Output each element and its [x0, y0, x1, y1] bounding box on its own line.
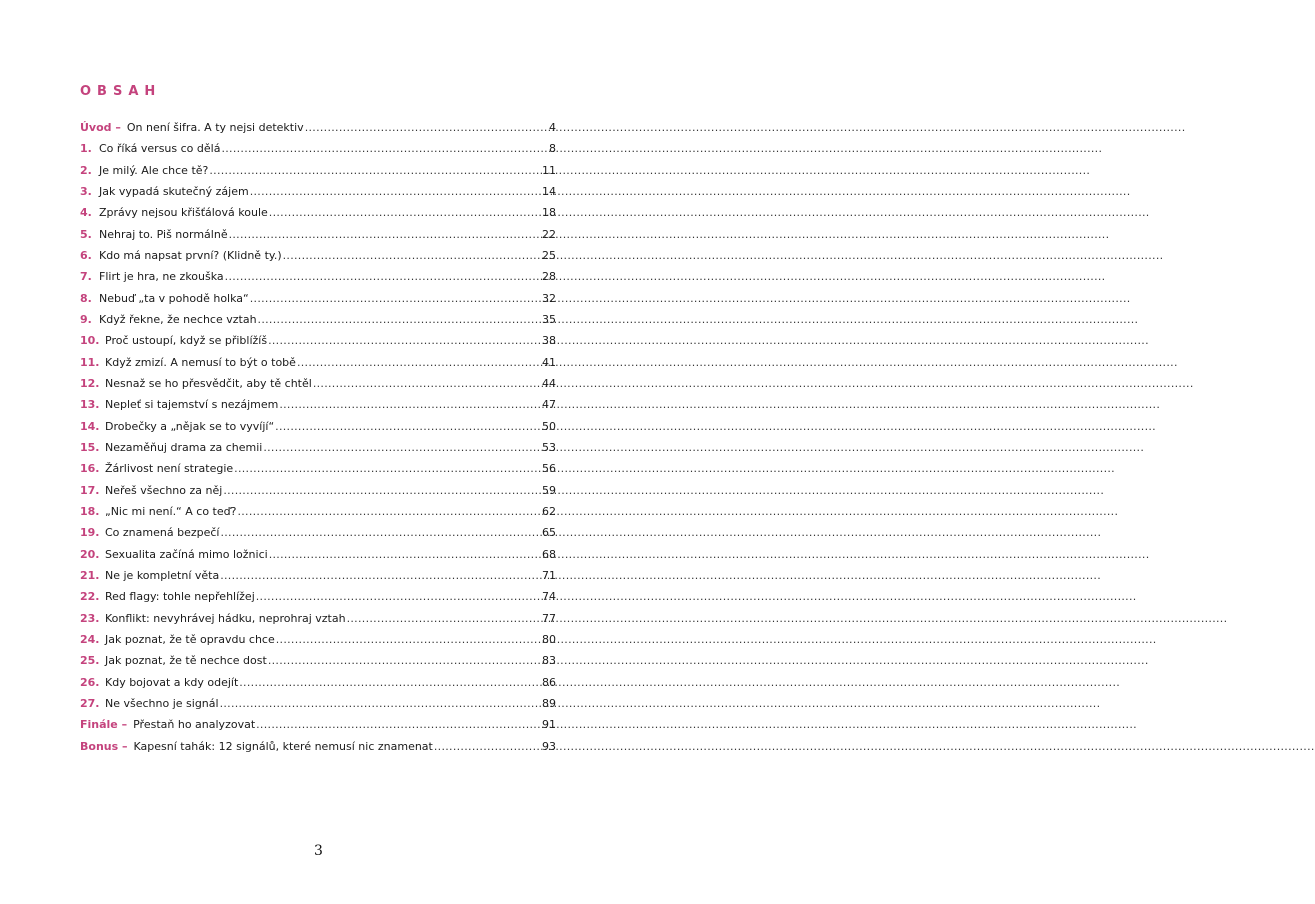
toc-entry[interactable]: [80, 309, 556, 330]
toc-entry[interactable]: [80, 181, 556, 202]
toc-entry[interactable]: [80, 586, 556, 607]
toc-entry-title: Konflikt: nevyhrávej hádku, neprohraj vztah: [105, 611, 346, 625]
toc-entry[interactable]: [80, 416, 556, 437]
toc-entry-number: 9.: [80, 312, 92, 326]
toc-entry-number: 11.: [80, 355, 100, 369]
toc-entry-title: Flirt je hra, ne zkouška: [99, 270, 224, 284]
toc-entry-page: 14: [542, 184, 556, 198]
dot-leader: [250, 181, 541, 202]
toc-entry-title: Ne je kompletní věta: [105, 568, 220, 582]
toc-entry-title: Nehraj to. Piš normálně: [99, 227, 228, 241]
dot-leader: [237, 501, 541, 522]
toc-entry-page: 47: [542, 398, 556, 412]
toc-entry-page: 4: [549, 121, 556, 134]
toc-entry-number: 20.: [80, 547, 100, 561]
toc-entry-number: 22.: [80, 590, 100, 604]
toc-entry-number: 5.: [80, 227, 92, 241]
toc-entry-title: Jak poznat, že tě nechce dost: [105, 654, 267, 668]
toc-entry-title: Kapesní tahák: 12 signálů, které nemusí nic znamenat: [133, 739, 433, 753]
toc-entry-number: Finále –: [80, 718, 128, 732]
toc-heading: OBSAH: [80, 84, 162, 99]
toc-entry-number: 2.: [80, 163, 92, 177]
toc-entry-number: 27.: [80, 696, 100, 710]
toc-entry-page: 41: [542, 355, 556, 369]
toc-entry-page: 80: [542, 632, 556, 646]
dot-leader: [297, 352, 541, 373]
toc-entry-page: 11: [542, 163, 556, 177]
toc-entry[interactable]: [80, 138, 556, 159]
toc-entry-number: Bonus –: [80, 739, 128, 753]
toc-entry-page: 18: [542, 206, 556, 220]
toc-entry[interactable]: [80, 224, 556, 245]
dot-leader: [268, 330, 541, 351]
dot-leader: [283, 245, 541, 266]
toc-entry[interactable]: [80, 672, 556, 693]
toc-entry-number: 17.: [80, 483, 100, 497]
toc-entry-page: 83: [542, 654, 556, 668]
toc-entry-number: 10.: [80, 334, 100, 348]
toc-entry-title: Ne všechno je signál: [105, 696, 219, 710]
toc-entry[interactable]: [80, 501, 556, 522]
page-number: 3: [314, 843, 323, 859]
dot-leader: [256, 586, 541, 607]
toc-entry[interactable]: [80, 458, 556, 479]
toc-entry-page: 25: [542, 248, 556, 262]
toc-entry-page: 62: [542, 504, 556, 518]
toc-entry-title: Je milý. Ale chce tě?: [99, 163, 209, 177]
dot-leader: [234, 458, 541, 479]
toc-entry-title: Jak poznat, že tě opravdu chce: [105, 632, 275, 646]
toc-entry[interactable]: [80, 245, 556, 266]
toc-entry[interactable]: [80, 202, 556, 223]
toc-entry[interactable]: [80, 437, 556, 458]
dot-leader: [313, 373, 541, 394]
toc-entry-title: Žárlivost není strategie: [105, 462, 234, 476]
dot-leader: [263, 437, 541, 458]
toc-entry[interactable]: [80, 480, 556, 501]
toc-entry-title: Sexualita začíná mimo ložnici: [105, 547, 268, 561]
toc-entry[interactable]: [80, 394, 556, 415]
toc-entry-number: 15.: [80, 440, 100, 454]
dot-leader: [229, 224, 541, 245]
toc-entry[interactable]: [80, 117, 556, 138]
toc-entry-number: 16.: [80, 462, 100, 476]
toc-entry[interactable]: [80, 608, 556, 629]
toc-entry-page: 22: [542, 227, 556, 241]
book-page: [0, 0, 637, 904]
dot-leader: [258, 309, 541, 330]
toc-entry-number: 3.: [80, 184, 92, 198]
toc-entry-page: 71: [542, 568, 556, 582]
toc-entry-number: 25.: [80, 654, 100, 668]
toc-entry[interactable]: [80, 736, 556, 757]
toc-entry-title: Zprávy nejsou křišťálová koule: [99, 206, 268, 220]
toc-entry-title: Proč ustoupí, když se přiblížíš: [105, 334, 268, 348]
toc-entry-title: Nezaměňuj drama za chemii: [105, 440, 263, 454]
toc-entry[interactable]: [80, 266, 556, 287]
toc-entry-title: Red flagy: tohle nepřehlížej: [105, 590, 255, 604]
toc-entry-page: 68: [542, 547, 556, 561]
toc-entry[interactable]: [80, 352, 556, 373]
toc-entry[interactable]: [80, 693, 556, 714]
toc-entry-page: 59: [542, 483, 556, 497]
toc-entry-number: 21.: [80, 568, 100, 582]
dot-leader: [239, 672, 541, 693]
toc-entry-page: 53: [542, 440, 556, 454]
toc-entry-title: Nesnaž se ho přesvědčit, aby tě chtěl: [105, 376, 312, 390]
toc-entry-page: 8: [549, 142, 556, 156]
toc-entry-number: Úvod –: [80, 121, 121, 134]
dot-leader: [225, 266, 541, 287]
toc-entry-title: Přestaň ho analyzovat: [133, 718, 256, 732]
dot-leader: [279, 394, 541, 415]
toc-entry-number: 14.: [80, 419, 100, 433]
toc-entry[interactable]: [80, 522, 556, 543]
toc-entry[interactable]: [80, 544, 556, 565]
toc-entry[interactable]: [80, 330, 556, 351]
toc-entry-title: Kdy bojovat a kdy odejít: [105, 675, 239, 689]
toc-entry-number: 7.: [80, 270, 92, 284]
toc-entry-page: 38: [542, 334, 556, 348]
toc-entry-page: 91: [542, 718, 556, 732]
toc-entry[interactable]: [80, 160, 556, 181]
toc-entry-number: 24.: [80, 632, 100, 646]
toc-entry-page: 32: [542, 291, 556, 305]
toc-entry-title: Kdo má napsat první? (Klidně ty.): [99, 248, 282, 262]
dot-leader: [276, 629, 541, 650]
toc-entry-page: 56: [542, 462, 556, 476]
toc-entry-title: Drobečky a „nějak se to vyvíjí“: [105, 419, 275, 433]
toc-entry-number: 19.: [80, 526, 100, 540]
toc-entry[interactable]: [80, 629, 556, 650]
dot-leader: [220, 565, 541, 586]
toc-entry-page: 89: [542, 696, 556, 710]
dot-leader: [220, 693, 541, 714]
dot-leader: [269, 202, 541, 223]
toc-list: [80, 117, 556, 757]
toc-entry-title: Nepleť si tajemství s nezájmem: [105, 398, 279, 412]
toc-entry[interactable]: [80, 565, 556, 586]
toc-entry-title: On není šifra. A ty nejsi detektiv: [126, 121, 304, 134]
toc-entry-number: 26.: [80, 675, 100, 689]
toc-entry[interactable]: [80, 373, 556, 394]
dot-leader: [269, 544, 541, 565]
dot-leader: [220, 522, 541, 543]
toc-entry-page: 28: [542, 270, 556, 284]
dot-leader: [223, 480, 541, 501]
toc-entry-page: 50: [542, 419, 556, 433]
toc-entry-page: 35: [542, 312, 556, 326]
toc-entry[interactable]: [80, 650, 556, 671]
toc-entry-title: Jak vypadá skutečný zájem: [99, 184, 249, 198]
toc-entry-title: Když zmizí. A nemusí to být o tobě: [105, 355, 296, 369]
toc-entry-page: 93: [542, 739, 556, 753]
dot-leader: [221, 138, 548, 159]
toc-entry-title: Co říká versus co dělá: [99, 142, 221, 156]
dot-leader: [250, 288, 541, 309]
toc-entry-number: 1.: [80, 142, 92, 156]
dot-leader: [268, 650, 541, 671]
toc-entry-page: 77: [542, 611, 556, 625]
toc-entry-page: 74: [542, 590, 556, 604]
toc-entry-page: 44: [542, 376, 556, 390]
dot-leader: [434, 736, 541, 757]
dot-leader: [256, 714, 541, 735]
toc-entry-number: 18.: [80, 504, 100, 518]
toc-entry[interactable]: [80, 714, 556, 735]
dot-leader: [275, 416, 541, 437]
toc-entry-title: Co znamená bezpečí: [105, 526, 220, 540]
toc-entry-page: 65: [542, 526, 556, 540]
toc-entry-number: 12.: [80, 376, 100, 390]
toc-entry-title: Nebuď „ta v pohodě holka“: [99, 291, 249, 305]
dot-leader: [305, 117, 548, 138]
toc-entry-number: 4.: [80, 206, 92, 220]
toc-entry-page: 86: [542, 675, 556, 689]
toc-entry[interactable]: [80, 288, 556, 309]
toc-entry-number: 8.: [80, 291, 92, 305]
dot-leader: [347, 608, 541, 629]
toc-entry-number: 6.: [80, 248, 92, 262]
dot-leader: [209, 160, 541, 181]
toc-entry-number: 23.: [80, 611, 100, 625]
toc-entry-title: Neřeš všechno za něj: [105, 483, 223, 497]
toc-entry-number: 13.: [80, 398, 100, 412]
toc-entry-title: „Nic mi není.“ A co teď?: [105, 504, 237, 518]
toc-entry-title: Když řekne, že nechce vztah: [99, 312, 257, 326]
